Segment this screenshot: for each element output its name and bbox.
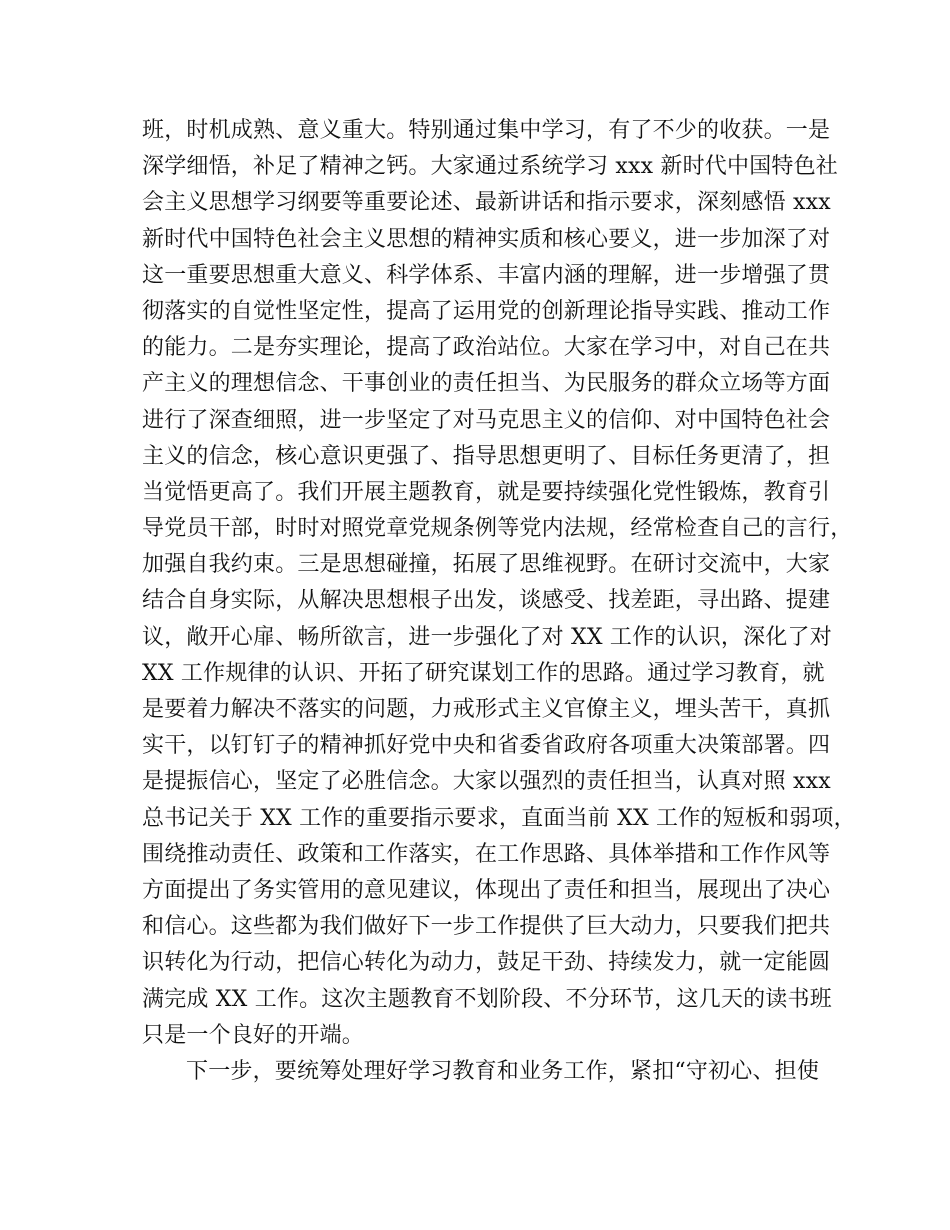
- document-body: [142, 113, 856, 1090]
- text-line: 议，敞开心扉、畅所欲言，进一步强化了对 XX 工作的认识，深化了对: [142, 624, 832, 650]
- text-line: 的能力。二是夯实理论，提高了政治站位。大家在学习中，对自己在共: [142, 335, 831, 361]
- text-line: 方面提出了务实管用的意见建议，体现出了责任和担当，展现出了决心: [142, 877, 831, 903]
- text-line: 只是一个良好的开端。: [142, 1022, 365, 1048]
- paragraph-2: [142, 1054, 822, 1090]
- text-line: 满完成 XX 工作。这次主题教育不划阶段、不分环节，这几天的读书班: [142, 986, 832, 1012]
- text-line: 这一重要思想重大意义、科学体系、丰富内涵的理解，进一步增强了贯: [142, 262, 831, 288]
- text-line: 和信心。这些都为我们做好下一步工作提供了巨大动力，只要我们把共: [142, 914, 831, 940]
- text-line: 下一步，要统筹处理好学习教育和业务工作，紧扣“守初心、担使: [186, 1058, 820, 1084]
- text-line: 班，时机成熟、意义重大。特别通过集中学习，有了不少的收获。一是: [142, 118, 831, 143]
- text-line: 总书记关于 XX 工作的重要指示要求，直面当前 XX 工作的短板和弱项，: [142, 805, 856, 831]
- text-line: 新时代中国特色社会主义思想的精神实质和核心要义，进一步加深了对: [142, 226, 831, 252]
- text-line: XX 工作规律的认识、开拓了研究谋划工作的思路。通过学习教育，就: [142, 660, 825, 686]
- paragraph-1: [142, 113, 856, 1054]
- text-line: 识转化为行动，把信心转化为动力，鼓足干劲、持续发力，就一定能圆: [142, 950, 831, 976]
- text-line: 产主义的理想信念、干事创业的责任担当、为民服务的群众立场等方面: [142, 371, 831, 397]
- text-line: 进行了深查细照，进一步坚定了对马克思主义的信仰、对中国特色社会: [142, 407, 831, 433]
- text-line: 是提振信心，坚定了必胜信念。大家以强烈的责任担当，认真对照 xxx: [142, 769, 831, 795]
- text-line: 加强自我约束。三是思想碰撞，拓展了思维视野。在研讨交流中，大家: [142, 552, 831, 578]
- text-line: 主义的信念，核心意识更强了、指导思想更明了、目标任务更清了，担: [142, 443, 831, 469]
- text-line: 彻落实的自觉性坚定性，提高了运用党的创新理论指导实践、推动工作: [142, 298, 831, 324]
- text-line: 实干，以钉钉子的精神抓好党中央和省委省政府各项重大决策部署。四: [142, 733, 831, 759]
- text-line: 是要着力解决不落实的问题，力戒形式主义官僚主义，埋头苦干，真抓: [142, 697, 831, 722]
- text-line: 深学细悟，补足了精神之钙。大家通过系统学习 xxx 新时代中国特色社: [142, 154, 839, 180]
- text-line: 结合自身实际，从解决思想根子出发，谈感受、找差距，寻出路、提建: [142, 588, 831, 614]
- text-line: 围绕推动责任、政策和工作落实，在工作思路、具体举措和工作作风等: [142, 841, 831, 867]
- text-line: 导党员干部，时时对照党章党规条例等党内法规，经常检查自己的言行，: [142, 516, 853, 542]
- text-line: 会主义思想学习纲要等重要论述、最新讲话和指示要求，深刻感悟 xxx: [142, 190, 831, 216]
- text-line: 当觉悟更高了。我们开展主题教育，就是要持续强化党性锻炼，教育引: [142, 479, 831, 505]
